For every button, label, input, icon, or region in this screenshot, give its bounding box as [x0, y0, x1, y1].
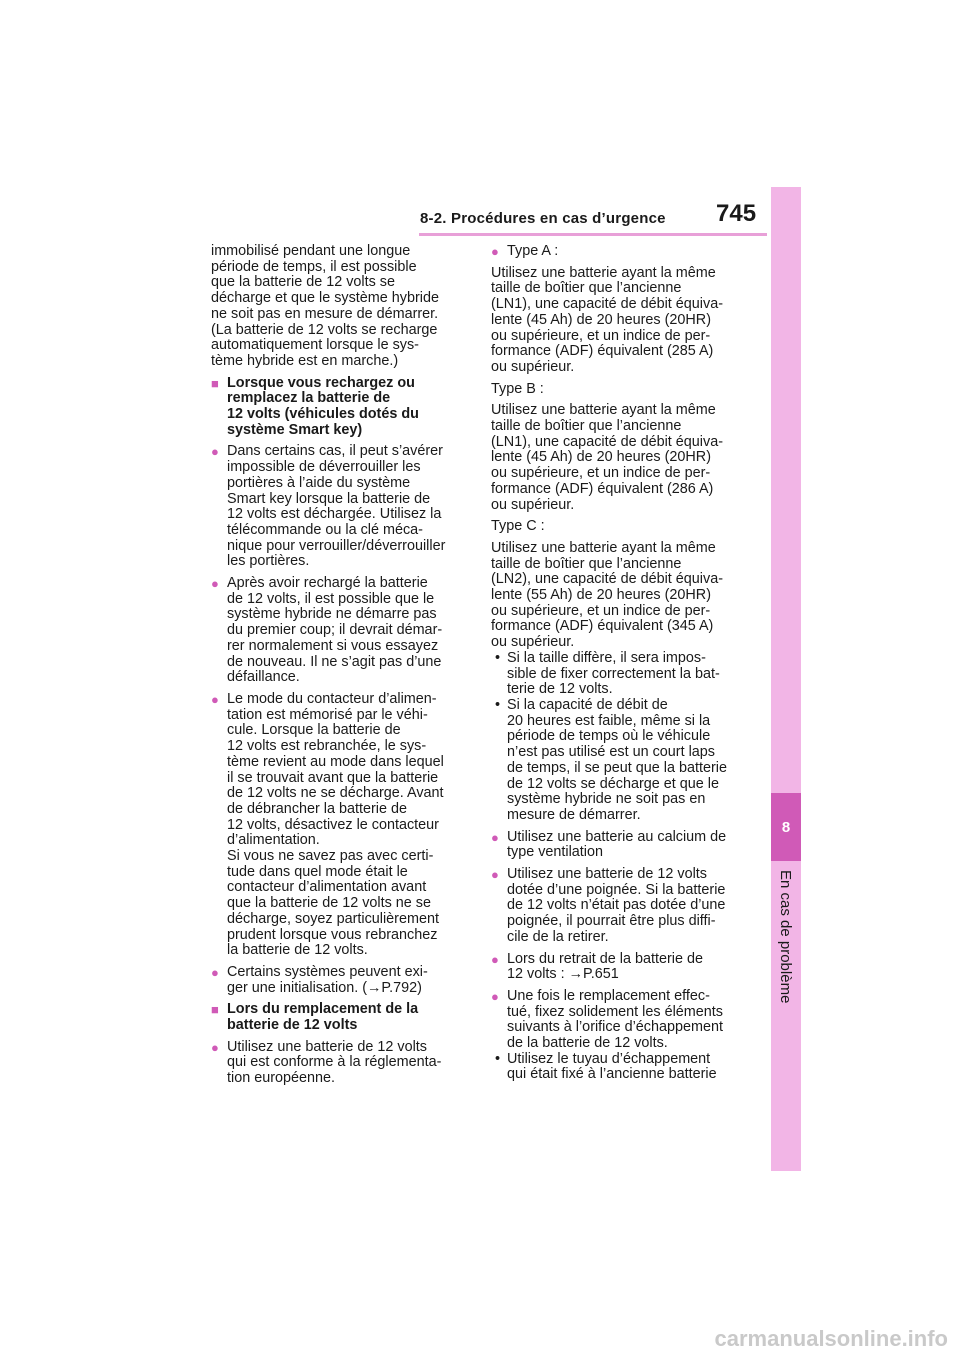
text: Utilisez une batterie de 12 volts qui est conforme à la réglementa- tion européenne. — [227, 1038, 442, 1087]
text: immobilisé pendant une longue période de temps, il est possible que la batterie de 12 volts se décharge et que le système hybride ne soit pas en mesure de démarrer. (La batterie de 12 volts se recharge automatiquement lorsque le sys- tème hybride est en marche.) — [211, 243, 439, 369]
text: Le mode du contacteur d’alimen- tation est mémorisé par le véhi- cule. Lorsque la batterie de 12 volts est rebranchée, le sys- tème revient au mode dans lequel il se trouvait avant que la batterie de 12 volts ne se décharge. Avant de débrancher la batterie de 12 volts, désactivez le contacteur d’alimentation. Si vous ne savez pas avec certi- tude dans quel mode était le contacteur d’alimentation avant que la batterie de 12 volts ne se décharge, soyez particulièrement prudent lorsque vous rebranchez la batterie de 12 volts. — [227, 690, 444, 959]
round-bullet-icon: ● — [211, 1039, 219, 1055]
text: Utilisez une batterie ayant la même taille de boîtier que l’ancienne (LN2), une capacité de débit équiva- lente (55 Ah) de 20 heures (20HR) ou supérieure, et un indice de per- formance (ADF) équivalent (345 A) ou supérieur. — [491, 539, 723, 651]
text: Lors du remplacement de la batterie de 12 volts — [227, 1001, 419, 1034]
round-bullet-icon: ● — [491, 829, 499, 845]
square-bullet-icon: ■ — [211, 375, 219, 391]
text: Si la capacité de débit de 20 heures est faible, même si la période de temps où le véhicule n’est pas utilisé est un court laps de temps, il se peut que la batterie de 12 volts se décharge et que le système hybride ne soit pas en mesure de démarrer. — [507, 696, 727, 823]
bullet-item — [211, 576, 465, 686]
chapter-label: En cas de problème — [777, 870, 794, 1004]
text: Utilisez le tuyau d’échappement qui était fixé à l’ancienne batterie — [507, 1050, 717, 1083]
bullet-item — [211, 1040, 465, 1087]
round-bullet-icon: ● — [491, 244, 499, 259]
small-dot-icon: • — [495, 649, 501, 666]
bullet-item — [491, 867, 751, 946]
watermark: carmanualsonline.info — [714, 1326, 948, 1351]
bullet-item — [491, 989, 751, 1052]
text: Utilisez une batterie au calcium de type ventilation — [507, 828, 727, 861]
text: Certains systèmes peuvent exi- ger une initialisation. (→P.792) — [227, 963, 428, 996]
round-bullet-icon: ● — [211, 576, 219, 592]
text: Utilisez une batterie ayant la même taille de boîtier que l’ancienne (LN1), une capacité de débit équiva- lente (45 Ah) de 20 heures (20HR) ou supérieure, et un indice de per- formance (ADF) équivalent (285 A) ou supérieur. — [491, 264, 723, 375]
square-bullet-icon: ■ — [211, 1002, 219, 1018]
section-heading — [211, 1002, 465, 1033]
round-bullet-icon: ● — [491, 988, 499, 1004]
text: Une fois le remplacement effec- tué, fixez solidement les éléments suivants à l’orifice d’échappement de la batterie de 12 volts. — [507, 987, 723, 1052]
text: Après avoir rechargé la batterie de 12 volts, il est possible que le système hybride ne démarre pas du premier coup; il devrait démar- rer normalement si vous essayez de nouveau. Il ne s’agit pas d’une défaillance. — [227, 575, 443, 686]
left-text-column — [211, 244, 465, 1093]
small-dot-icon: • — [495, 1050, 501, 1067]
paragraph — [491, 382, 751, 398]
round-bullet-icon: ● — [211, 691, 219, 707]
paragraph — [491, 403, 751, 513]
bullet-item — [491, 952, 751, 983]
section-title: 8-2. Procédures en cas d’urgence — [420, 210, 666, 227]
bullet-item — [211, 444, 465, 570]
paragraph — [491, 541, 751, 651]
paragraph — [211, 244, 465, 370]
text: Type C : — [491, 518, 545, 535]
chapter-number-badge: 8 — [771, 793, 801, 861]
text: Lorsque vous rechargez ou remplacez la batterie de 12 volts (véhicules dotés du système Smart key) — [227, 374, 419, 438]
round-bullet-icon: ● — [491, 867, 499, 883]
page-number: 745 — [716, 200, 757, 227]
paragraph — [491, 519, 751, 535]
header-divider — [419, 233, 767, 236]
bullet-item — [211, 965, 465, 996]
text: Type B : — [491, 380, 544, 397]
small-dot-icon: • — [495, 696, 501, 713]
text: Lors du retrait de la batterie de 12 volts : →P.651 — [507, 950, 703, 983]
sub-bullet-item — [491, 698, 751, 824]
bullet-item — [211, 692, 465, 959]
bullet-item — [491, 830, 751, 861]
section-heading — [211, 376, 465, 439]
text: Utilisez une batterie de 12 volts dotée d’une poignée. Si la batterie de 12 volts n’était pas dotée d’une poignée, il pourrait être plus diffi- cile de la retirer. — [507, 866, 726, 945]
paragraph — [491, 266, 751, 376]
round-bullet-icon: ● — [211, 964, 219, 980]
text: Type A : — [507, 243, 559, 259]
round-bullet-icon: ● — [211, 444, 219, 460]
sub-bullet-item — [491, 651, 751, 698]
text: Dans certains cas, il peut s’avérer impossible de déverrouiller les portières à l’aide du système Smart key lorsque la batterie de 12 volts est déchargée. Utilisez la télécommande ou la clé méca- nique pour verrouiller/déverrouiller les portières. — [227, 443, 446, 570]
bullet-item — [491, 244, 751, 260]
text: Utilisez une batterie ayant la même taille de boîtier que l’ancienne (LN1), une capacité de débit équiva- lente (45 Ah) de 20 heures (20HR) ou supérieure, et un indice de per- formance (ADF) équivalent (286 A) ou supérieur. — [491, 402, 723, 513]
sub-bullet-item — [491, 1052, 751, 1083]
text: Si la taille diffère, il sera impos- sible de fixer correctement la bat- terie de 12 volts. — [507, 649, 720, 698]
round-bullet-icon: ● — [491, 951, 499, 967]
right-text-column — [491, 244, 751, 1089]
